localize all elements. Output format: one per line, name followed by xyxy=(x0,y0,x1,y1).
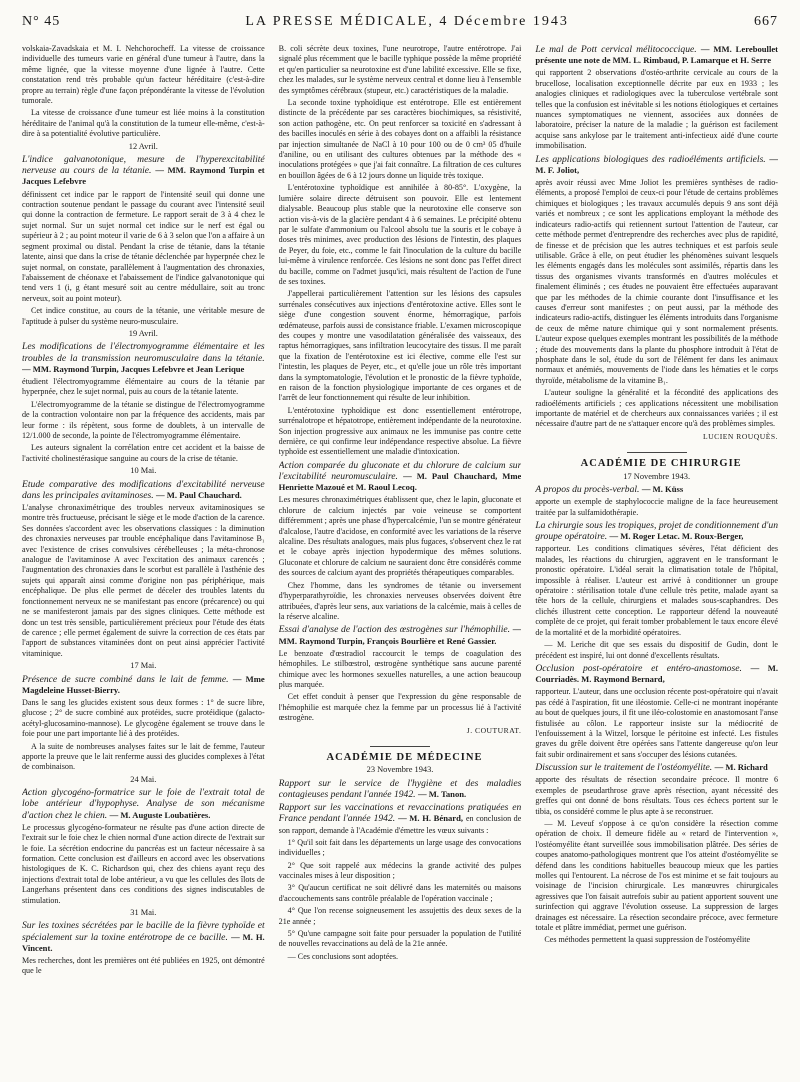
article-title: Le mal de Pott cervical mélitococcique. xyxy=(535,44,697,55)
article-authors: — MM. Raymond Turpin, François Bourlière et René Gassier. xyxy=(278,624,522,646)
paragraph: B. coli sécrète deux toxines, l'une neurotrope, l'autre entérotrope. J'ai signalé plus récemment que le bacille typhique possède la même propriété et qu'en particulier sa neurotoxine est d'une labilité excessive. Elle se fixe, chez les malades, sur le système nerveux central et donne lieu à l'ensemble des symptômes cérébraux (stupeur, etc.) caractéristiques de la maladie. xyxy=(278,44,522,95)
paragraph: La seconde toxine typhoïdique est entérotrope. Elle est entièrement distincte de la précédente par ses caractères biochimiques, sa résistivité, son action pathogène, etc. On peut renforcer sa toxicité en s'adressant à des bacilles inoculés en série à des cobayes dont on a affaibli la résistance par injection simultanée de NaCl à 10 pour 100 ou de 0 cm³ 05 d'huile d'aniline, ou en utilisant des cultures obtenues par la méthode des « inoculations protégées » que j'ai fait connaître. La filtration de ces cultures en bouillon âgées de 6 à 12 jours donne un liquide très toxique. xyxy=(278,98,522,180)
paragraph: rapporteur. Les conditions climatiques sévères, l'état déficient des malades, les réactions du chirurgien, aggravent en le transformant le pronostic opératoire. L'idéal serait la climatisation totale de l'hôpital, impossible à réaliser. L'auteur est arrivé à conditionner un groupe opératoire : stérilisation totale d'une cellule très petite, malade ayant sa tête hors de la cellule, chirurgiens et malades sous-scaphandres. Des clichés illustrent cette conception. Le rapporteur défend la nouveauté complète de ce projet, qui ferait tomber probablement le taux encore élevé de la mortalité et de la morbidité opératoires. xyxy=(535,544,778,637)
article-authors: — MM. Raymond Turpin, Jacques Lefebvre et Jean Lerique xyxy=(22,363,245,374)
paragraph: A la suite de nombreuses analyses faites sur le lait de femme, l'auteur apporte la preuve que le lait renferme aussi des glucides complexes à l'état de combinaison. xyxy=(22,741,265,772)
article-authors: — M. Richard xyxy=(714,762,768,773)
paragraph: — M. Leriche dit que ses essais du dispositif de Gudin, dont le précédent est inspiré, lui ont donné d'excellents résultats. xyxy=(535,640,778,660)
list-item: 1° Qu'il soit fait dans les départements un large usage des convocations individuelles ; xyxy=(278,837,522,858)
list-item: 5° Qu'une campagne soit faite pour persuader la population de l'utilité de nouvelles revaccinations au delà de la 21e année. xyxy=(278,929,522,949)
article-title: Présence de sucre combiné dans le lait de femme. xyxy=(22,673,229,685)
section-divider xyxy=(370,746,430,747)
paragraph: volskaia-Zavadskaia et M. I. Nehchorocheff. La vitesse de croissance individuelle des tumeurs varie en général d'une tumeur à l'autre, dans la même lignée, que la vitesse moyenne d'une lignée à l'autre. Cette constatation rend très probable qu'un facteur héréditaire (c'est-à-dire propre au terrain) règle d'une façon prépondérante la vitesse de l'évolution tumorale. xyxy=(22,44,265,106)
session-date: 24 Mai. xyxy=(130,774,157,784)
article-title: Action glycogéno-formatrice sur le foie de l'extrait total de lobe antérieur d'hypophyse. Analyse de son mécanisme d'action chez le chien. xyxy=(22,787,265,821)
article-heading xyxy=(22,787,265,821)
section-heading: ACADÉMIE DE MÉDECINE xyxy=(326,751,483,763)
article-heading xyxy=(535,44,778,66)
article-heading xyxy=(535,762,778,773)
article-authors: — MM. Raymond Turpin et Jacques Lefebvre xyxy=(22,165,265,187)
article-title: Essai d'analyse de l'action des œstrogènes sur l'hémophilie. xyxy=(278,624,511,636)
article-authors: — M. Tanon. xyxy=(417,789,467,799)
article-title: Etude comparative des modifications d'excitabilité nerveuse dans les principales avitaminoses. xyxy=(22,478,265,501)
article-title: Action comparée du gluconate et du chlorure de calcium sur l'excitabilité neuromusculaire. xyxy=(278,459,522,483)
page-number: 667 xyxy=(754,14,778,29)
article-authors: — M. F. Joliot, xyxy=(535,153,778,175)
column-2 xyxy=(279,44,522,1074)
article-title: Discussion sur le traitement de l'ostéomyélite. xyxy=(535,762,713,774)
text-columns xyxy=(22,44,778,1074)
list-item: — Ces conclusions sont adoptées. xyxy=(287,951,399,961)
running-header xyxy=(22,0,778,40)
paragraph: après avoir réussi avec Mme Joliot les premières synthèses de radio-éléments, a proposé l'emploi de ceux-ci pour l'étude de certains problèmes chimiques et biologiques ; les travaux accumulés depuis 9 ans sont déjà variés et nombreux ; ce sont les applications employant la méthode des indicateurs radio-actifs qui retiennent surtout l'attention de l'auteur, car cette méthode permet d'entreprendre des recherches avec plus de rapidité, de finesse et de précision que les autres techniques et est parfois seule utilisable. Grâce à elle, on peut étudier les phénomènes suivant lesquels les éléments engagés dans les molécules sont assimilés, répartis dans les tissus des organismes vivants transformés en d'autres molécules et finalement éliminés ; ces études ne pouvaient être effectuées auparavant que par les méthodes de la chimie courante dont l'insuffisance et les causes d'erreur sont manifestes ; on peut aussi, par la méthode des indicateurs radio-actifs, distinguer les éléments introduits dans l'organisme de ceux de même nature chimique qui y sont normalement présents. L'auteur expose quelques exemples montrant les possibilités de la méthode ; étude des mouvements dans la plante du phosphore introduit à l'état de phosphate dans le sol, étude du sort de l'élément fer dans les animaux normaux et anémiés, mouvements de l'iode dans les hématies et le corps thyroïde, métabolisme de la vitamine B₁. xyxy=(535,178,778,385)
paragraph: L'entérotoxine typhoïdique est annihilée à 80-85°. L'oxygène, la lumière solaire directe détruisent son pouvoir. Elle est lentement dialysable. Beaucoup plus stable que la neurotoxine elle conserve son action vis-à-vis de la glacière pendant 4 à 6 semaines. Le précipité obtenu par le sulfate d'ammonium ou l'alcool absolu tue la souris et le cobaye à doses très minimes, avec production des lésions de l'intestin, des plaques de Peyer, du foie, etc., comme le fait l'inoculation de la culture du bacille lui-même à virulence renforcée. Ces lésions ne sont donc pas l'effet direct du bacille, comme on l'admet jusqu'ici, mais résultent de l'action de l'une de ses toxines. xyxy=(278,183,522,286)
column-1 xyxy=(22,44,265,1074)
list-item: 2° Que soit rappelé aux médecins la grande activité des pulpes vaccinales mises à leur disposition ; xyxy=(278,860,522,881)
article-title: Les applications biologiques des radioéléments artificiels. xyxy=(535,153,766,165)
article-heading xyxy=(279,802,522,836)
article-heading xyxy=(535,484,778,495)
journal-title: LA PRESSE MÉDICALE, 4 Décembre 1943 xyxy=(245,14,569,29)
paragraph: Cet indice constitue, au cours de la tétanie, une véritable mesure de l'aptitude à pulser du système neuro-musculaire. xyxy=(22,306,265,326)
article-text: en conclusion de son rapport, demande à l'Académie d'émettre les vœux suivants : xyxy=(278,814,522,835)
paragraph: qui rapportent 2 observations d'ostéo-arthrite cervicale au cours de la brucellose, localisation exceptionnelle décrite par eux en 1933 ; les analogies cliniques et radiologiques avec la tuberculose vertébrale sont telles que la confusion est inévitable si les notions étiologiques et certaines nuances symptomatiques ne viennent, associées aux données de laboratoire, préciser la nature de la maladie ; la guérison est facilement acquise sans ankylose par le traitement anti-infectieux aidé d'une courte immobilisation. xyxy=(535,68,778,151)
section-signature: LUCIEN ROUQUÈS. xyxy=(703,431,778,441)
article-authors: — Mme Magdeleine Husset-Bierry. xyxy=(22,673,265,695)
article-authors: — M. Küss xyxy=(641,484,684,495)
session-date: 31 Mai. xyxy=(130,908,157,918)
article-authors: — M. H. Vincent. xyxy=(22,931,265,953)
section-heading: ACADÉMIE DE CHIRURGIE xyxy=(580,458,742,470)
paragraph: Mes recherches, dont les premières ont été publiées en 1925, ont démontré que le xyxy=(22,956,265,976)
article-title: Rapport sur les vaccinations et revaccinations pratiquées en France pendant l'année 1942. xyxy=(278,802,522,825)
article-title: A propos du procès-verbal. xyxy=(535,484,640,496)
article-heading xyxy=(22,154,265,188)
session-date: 17 Mai. xyxy=(130,661,157,671)
article-heading xyxy=(22,341,265,375)
article-authors: — M. Auguste Loubatières. xyxy=(109,809,211,820)
paragraph: L'auteur souligne la généralité et la fécondité des applications des radioéléments artificiels ; ces applications nécessitent une mobilisation importante de matériel et de chercheurs aux connaissances variées ; il est nécessaire d'autre part de ne s'attaquer encore qu'à des problèmes simples. xyxy=(535,388,778,429)
article-heading xyxy=(22,674,265,696)
paragraph: Dans le sang les glucides existent sous deux formes : 1° de sucre libre, glucose ; 2° de sucre combiné aux protéides, sucre protéidique (galacto-acétyl-glucosamino-mannose). Le glycogène également se trouve dans le foie pour une part importante lié à des protéides. xyxy=(22,697,265,739)
paragraph: Chez l'homme, dans les syndromes de tétanie ou inversement d'hyperparathyroïdie, les chronaxies nerveuses observées doivent être attribuées, d'après leur sens, aux variations de la calcémie, mais à celles de la réserve alcaline. xyxy=(278,580,522,621)
section-signature: J. COUTURAT. xyxy=(466,725,522,735)
article-title: Rapport sur le service de l'hygiène et des maladies contagieuses pendant l'année 1942. xyxy=(278,777,522,800)
article-heading xyxy=(279,624,522,646)
article-authors: — M. Courriadès. M. Raymond Bernard, xyxy=(535,662,778,685)
paragraph: L'électromyogramme de la tétanie se distingue de l'électromyogramme de la contraction volontaire non par la fréquence des accidents, mais par leur forme : ils répètent, sous forme de doublets, à un intervalle de 12/1.000 de seconde, la pointe de l'électromyogramme élémentaire. xyxy=(22,399,265,440)
paragraph: Le benzoate d'œstradiol raccourcit le temps de coagulation des hémophiles. Le stilbœstrol, œstrogène synthétique sans aucune parenté chimique avec les hormones sexuelles naturelles, a une action beaucoup plus marquée. xyxy=(278,648,522,689)
article-heading xyxy=(22,920,265,954)
article-heading xyxy=(279,778,522,800)
article-authors: — M. H. Bénard, xyxy=(398,813,464,824)
paragraph: J'appellerai particulièrement l'attention sur les lésions des capsules surrénales consécutives aux injections d'entérotoxine active. Elles sont le siège d'une congestion souvent énorme, hémorragique, parfois œdémateuse, parfois aussi de consistance friable. L'examen microscopique des coupes y montre une vasodilatation généralisée des vaisseaux, des raptus hémorragiques, sans infiltration leucocytaire des tissus. Il me paraît que la fixation de l'entérotoxine est ici élective, comme elle l'est sur l'intestin, les plaques de Peyer, etc., et qu'elle joue un rôle très important dans la symptomatologie, l'évolution et le pronostic de la fièvre typhoïde, en raison de la fonction physiologique importante de ces organes et de l'arrêt de leur fonctionnement qui résulte de leur inhibition. xyxy=(278,289,522,403)
paragraph: étudient l'électromyogramme élémentaire au cours de la tétanie par hyperpnée, chez le sujet normal, puis au cours de la tétanie latente. xyxy=(22,376,265,397)
paragraph: L'analyse chronaximétrique des troubles nerveux avitaminosiques se montre très fructueuse, précisant le siège et le mode d'action de la carence. Ses données s'accordent avec les observations classiques : la diminution des chronaxies nerveuses par trouble encéphalique dans l'avitaminose B₁ avec l'existence de crises convulsives cérébelleuses ; la méta-chronose analogue de l'avitaminose A avec l'excitation des animaux carencés ; l'augmentation des chronaxies dans le scorbut est parallèle à l'asthénie des sujets qui apparaît ainsi comme d'origine non pas périphérique, mais encéphalique. De plus elle permet de déceler des troubles latents du fonctionnement nerveux ne se manifestant pas encore (précarence) ou qui ne se manifesteront jamais par des signes cliniques. Cette méthode est donc un test très sensible, particulièrement précieux pour l'étude des états de carence ; elle permet également de suivre la correction de ces états par l'apport de substances vitaminées dont on peut ainsi apprécier l'activité vitaminique. xyxy=(22,503,265,658)
paragraph: Ces méthodes permettent la quasi suppression de l'ostéomyélite xyxy=(544,935,751,945)
article-heading xyxy=(535,520,778,542)
session-date: 23 Novembre 1943. xyxy=(366,765,434,775)
paragraph: Le processus glycogéno-formateur ne résulte pas d'une action directe de l'extrait sur le foie chez le chien normal d'une action directe de l'extrait sur le foie. La sécrétion endocrine du pancréas est un facteur nécessaire à sa formation. Cette conclusion est d'ailleurs en accord avec les observations histologiques de K. C. Richardson qui, chez des chiens ayant reçu des injections d'extrait total de lobe antérieur, a vu que les cellules des îlots de Langerhans présentent dans ces conditions des signes indiscutables de stimulation. xyxy=(22,822,265,905)
session-date: 10 Mai. xyxy=(130,466,157,476)
list-item: 4° Que l'on recense soigneusement les assujettis des deux sexes de la 21e année ; xyxy=(278,906,522,926)
list-item: 3° Qu'aucun certificat ne soit délivré dans les maternités ou maisons d'accouchements sans contrôle préalable de l'opération vaccinale ; xyxy=(278,883,522,903)
article-title: La chirurgie sous les tropiques, projet de conditionnement d'un groupe opératoire. xyxy=(535,520,778,543)
article-title: L'indice galvanotonique, mesure de l'hyperexcitabilité nerveuse au cours de la tétanie. xyxy=(22,154,265,177)
paragraph: apporte des résultats de résection secondaire précoce. Il montre 6 exemples de pseudarthrose grave après résection, ayant nécessité des greffes qui ont donné de bons résultats. Tous ces échecs portent sur le tibia, os considéré comme le plus apte à se reconstruer. xyxy=(535,775,778,816)
article-authors: — MM. Lereboullet présente une note de MM. L. Rimbaud, P. Lamarque et H. Serre xyxy=(535,44,778,66)
article-authors: — M. Paul Chauchard. xyxy=(156,489,242,500)
paragraph: — M. Leveuf s'oppose à ce qu'on considère la résection comme opération de choix. Il demeure fidèle au « retard de l'intervention », l'ostéomyélite étant surveillée sous immobilisation plâtrée. Des séries de coupes anatomo-pathologiques montrent que l'os atteint d'ostéomyélite se défend dans les conditions habituelles beaucoup mieux que les parties molles qui l'entourent. La nécrose de l'os est minime et se fait toujours au voisinage de l'incision chirurgicale. Les manœuvres chirurgicales agressives que l'on faisait autrefois subir au patient apportent souvent une surinfection qui aggrave l'évolution osseuse. La suppression de larges drainages est nécessaire. La résection secondaire précoce, avec fermeture totale et plâtre immédiat, permet une guérison. xyxy=(535,819,778,933)
paragraph: Cet effet conduit à penser que l'expression du gène responsable de l'hémophilie est marquée chez la femme par un processus lié à l'activité œstrogène. xyxy=(278,692,522,723)
article-title: Sur les toxines sécrétées par le bacille de la fièvre typhoïde et spécialement sur la toxine entérotrope de ce bacille. xyxy=(22,920,265,943)
session-date: 17 Novembre 1943. xyxy=(623,471,691,481)
article-heading xyxy=(279,460,522,494)
article-heading xyxy=(535,154,778,176)
session-date: 12 Avril. xyxy=(128,141,158,151)
paragraph: apporte un exemple de staphylococcie maligne de la face heureusement traitée par la sulfamidothérapie. xyxy=(535,497,778,517)
paragraph: définissent cet indice par le rapport de l'intensité seuil qui donne une contraction soutenue pendant le passage du courant avec l'intensité seuil qui donne la contraction de fermeture. Le rapport serait de 3 à 4 chez le sujet normal. Sur un sujet normal cet indice sur le nerf est égal ou supérieur à 2 ; au point moteur il varie de 6 à 3 selon que l'on a affaire à un segment proximal ou distal. Pendant la crise de tétanie, dans la tétanie latente, ainsi que dans la crise de tétanie déclenchée par hyperpnée chez le sujet normal, on constate, parallèlement à l'augmentation des chronaxies, l'abaissement de chéonaxe et l'abaissement de l'indice galvanotonique qui tend vers 1 (i, g étant mesuré soit au centre médullaire, soit au tronc nerveux, soit au point moteur). xyxy=(22,189,265,303)
paragraph: L'entérotoxine typhoïdique est donc essentiellement entérotrope, surrénalotrope et hépatotrope, entièrement indépendante de la neurotoxine. Son injection progressive aux animaux ne les immunise pas contre cette dernière, ce qui confirme leur indépendance respective absolue. La fièvre typhoïde est essentiellement une maladie d'intoxication. xyxy=(278,405,522,457)
issue-number: N° 45 xyxy=(22,14,61,29)
session-date: 19 Avril. xyxy=(128,328,158,338)
article-title: Occlusion post-opératoire et entéro-anastomose. xyxy=(535,662,742,674)
article-heading xyxy=(535,663,778,685)
paragraph: rapporteur. L'auteur, dans une occlusion récente post-opératoire qui n'avait pas cédé à l'aspiration, fit une iléostomie. Celle-ci ne montrant inopérante au bout de quelques jours, il fit une iléo-colostomie en anastomosant l'anse fistulisée au côlon. Le rapporteur insiste sur la médiocrité de l'enfouissement à la Witzel, lorsque le péritoine est infecté. Les fistules graves du grêle doivent être opérées sans l'attente dangereuse qu'on leur fait subir ordinairement et sans s'occuper des lésions cutanées. xyxy=(535,687,778,759)
paragraph: La vitesse de croissance d'une tumeur est liée moins à la constitution héréditaire de l'animal qu'à la constitution de la tumeur elle-même, c'est-à-dire à sa potentialité évolutive particulière. xyxy=(22,108,265,139)
article-title: Les modifications de l'électromyogramme élémentaire et les troubles de la transmission neuromusculaire dans la tétanie. xyxy=(22,341,265,364)
article-heading xyxy=(22,479,265,501)
paragraph: Les auteurs signalent la corrélation entre cet accident et la baisse de l'activité cholinestérasique sanguine au cours de la crise de tétanie. xyxy=(22,443,265,463)
article-authors: — M. Paul Chauchard, Mme Henriette Mazoué et M. Raoul Lecoq. xyxy=(278,471,522,493)
article-authors: — M. Roger Letac. M. Roux-Berger, xyxy=(609,531,744,542)
section-divider xyxy=(627,452,687,453)
paragraph: Les mesures chronaximétriques établissent que, chez le lapin, gluconate et chlorure de calcium injectés par voie veineuse se comportent différemment ; après une phase d'hypercalcémie, l'un se montre générateur d'alcalose, l'autre d'acidose, en conformité avec les variations de la réserve alcaline. Des résultats analogues, mais plus fugaces, s'observent chez le rat et le cobaye après injection hypodermique des mêmes solutions. Gluconate et chlorure de calcium ne sauraient donc être considérés comme des sources de calcium ayant des propriétés thérapeutiques comparables. xyxy=(278,495,522,578)
column-3 xyxy=(535,44,778,1074)
